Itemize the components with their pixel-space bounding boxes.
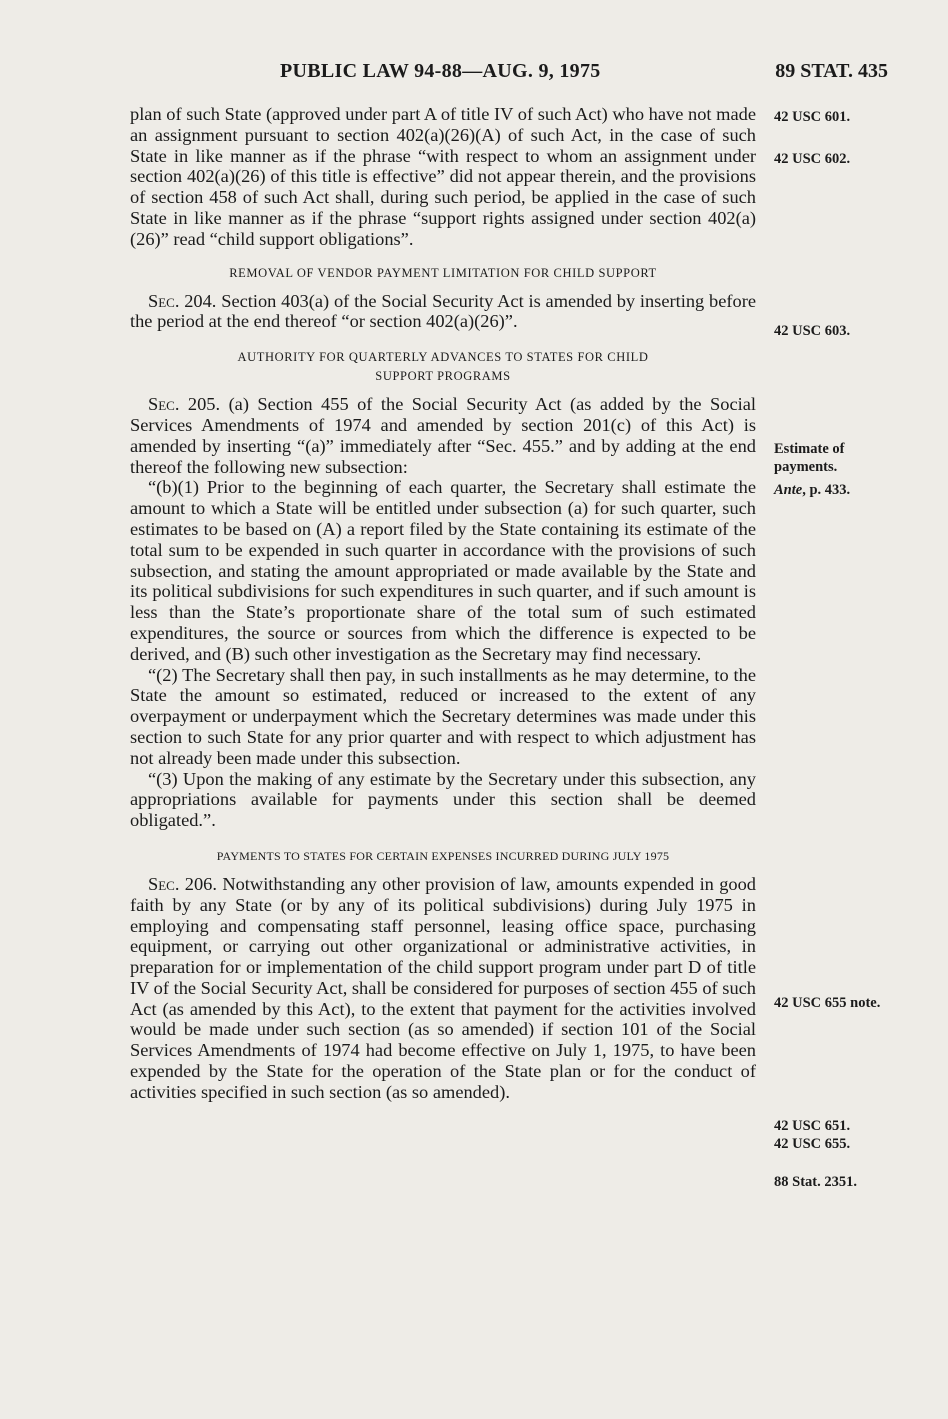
margin-note-42-usc-655: 42 USC 655.: [774, 1136, 851, 1152]
running-title: PUBLIC LAW 94-88—AUG. 9, 1975: [280, 60, 601, 82]
margin-note-ante-page: , p. 433.: [802, 482, 851, 498]
section-heading-vendor-payment: REMOVAL OF VENDOR PAYMENT LIMITATION FOR CHILD SUPPORT: [229, 265, 657, 280]
section-heading-july-expenses: PAYMENTS TO STATES FOR CERTAIN EXPENSES INCURRED DURING JULY 1975: [216, 848, 670, 863]
section-206: [130, 874, 756, 1103]
margin-note-88-stat-2351: 88 Stat. 2351.: [774, 1174, 857, 1190]
section-204-label: Sec. 204.: [148, 290, 217, 311]
margin-note-estimate: Estimate of: [774, 441, 845, 457]
section-205: [130, 394, 756, 477]
margin-note-ante-word: Ante: [774, 482, 803, 498]
running-header: [130, 60, 888, 88]
body-text: [130, 104, 756, 1103]
section-206-label: Sec. 206.: [148, 873, 217, 894]
subsection-b1: “(b)(1) Prior to the beginning of each quarter, the Secretary shall estimate the amount to which a State will be entitled under subsection (a) for such quarter, such estimates to be based on (A) a report filed by the State containing its estimate of the total sum to be expended in such quarter in accordance with the provisions of such subsection, and stating the amount appropriated or made available by the State and its political subdivisions for such expenditures in such quarter, and if such amount is less than the State’s proportionate share of the total sum of such estimated expenditures, the source or sources from which the difference is expected to be derived, and (B) such other investigation as the Secretary may find necessary.: [130, 477, 756, 664]
margin-note-42-usc-655-note: 42 USC 655 note.: [774, 995, 881, 1011]
statute-citation: 89 STAT. 435: [775, 60, 888, 82]
section-205-label: Sec. 205.: [148, 394, 221, 415]
subsection-b3: “(3) Upon the making of any estimate by the Secretary under this subsection, any appropriations available for payments under this section shall be deemed obligated.”.: [130, 768, 756, 831]
section-204-text: Section 403(a) of the Social Security Act is amended by inserting before the period at the end thereof “or section 402(a)(26)”.: [130, 290, 756, 332]
margin-note-42-usc-602: 42 USC 602.: [774, 151, 851, 167]
section-206-text: Notwithstanding any other provision of law, amounts expended in good faith by any State (or by any of its political subdivisions) during July 1975 in employing and compensating staff personnel, leasing office space, purchasing equipment, or carrying out other organizational or administrative activities, in preparation for or implementation of the child support program under part D of title IV of the Social Security Act, shall be considered for purposes of section 455 of such Act (as amended by this Act), to the extent that payment for the activities involved would be made under such section (as so amended) if section 101 of the Social Services Amendments of 1974 had become effective on July 1, 1975, to have been expended by the State for the operation of the State plan or for the conduct of activities specified in such section (as so amended).: [130, 873, 756, 1102]
margin-note-ante: [774, 481, 850, 499]
paragraph-continuation: plan of such State (approved under part A of title IV of such Act) who have not made an assignment pursuant to section 402(a)(26)(A) of such Act, in the case of such State in like manner as if the phrase “with respect to whom an assignment under section 402(a)(26) of this title is effective” did not appear therein, and the provisions of section 458 of such Act shall, during such period, be applied in the case of such State in like manner as if the phrase “support rights assigned under section 402(a)(26)” read “child support obligations”.: [130, 104, 756, 249]
margin-note-42-usc-603: 42 USC 603.: [774, 323, 851, 339]
margin-note-42-usc-601: 42 USC 601.: [774, 109, 851, 125]
section-204: [130, 291, 756, 333]
section-205-text: (a) Section 455 of the Social Security Act (as added by the Social Services Amendments of 1974 and amended by section 201(c) of this Act) is amended by inserting “(a)” immediately after “Sec. 455.” and by adding at the end thereof the following new subsection:: [130, 394, 757, 477]
section-heading-quarterly-advances-line2: SUPPORT PROGRAMS: [375, 369, 511, 384]
margin-note-42-usc-651: 42 USC 651.: [774, 1118, 851, 1134]
subsection-b2: “(2) The Secretary shall then pay, in such installments as he may determine, to the State the amount so estimated, reduced or increased to the extent of any overpayment or underpayment which the Secretary determines was made under this section to such State for any prior quarter and with respect to which adjustment has not already been made under this subsection.: [130, 664, 756, 768]
section-heading-quarterly-advances-line1: AUTHORITY FOR QUARTERLY ADVANCES TO STATES FOR CHILD: [237, 350, 649, 365]
margin-note-payments: payments.: [774, 459, 838, 475]
